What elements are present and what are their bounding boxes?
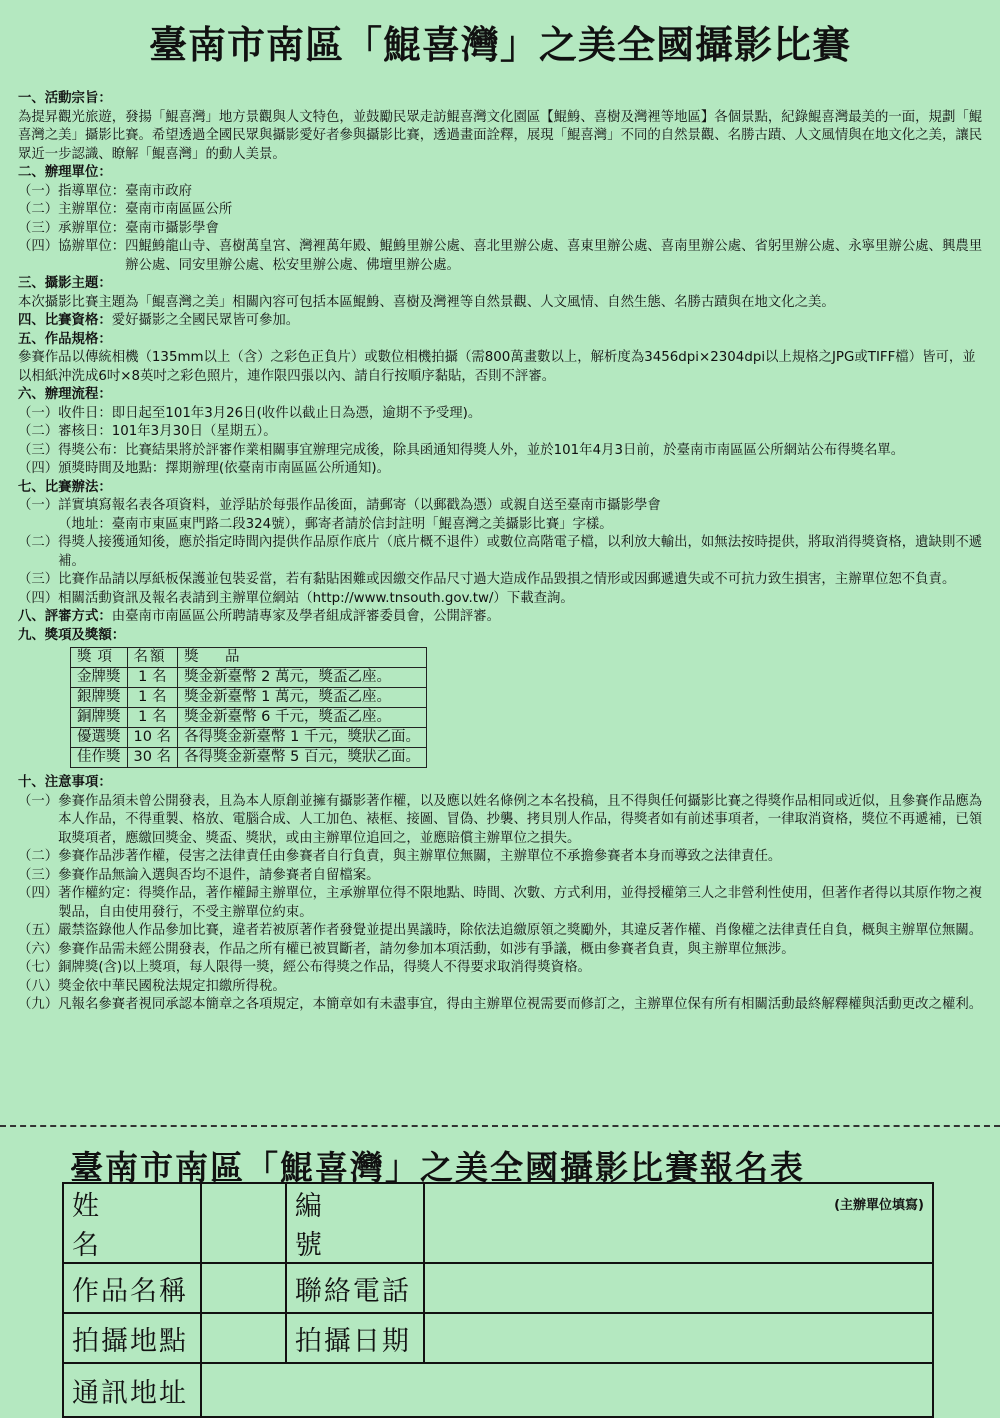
number-label: 編號 <box>286 1183 424 1263</box>
note-item: （八） 獎金依中華民國稅法規定扣繳所得稅。 <box>18 978 286 994</box>
number-field[interactable] <box>424 1183 933 1263</box>
form-row <box>63 1313 933 1363</box>
address-field[interactable] <box>201 1363 933 1417</box>
form-row <box>63 1183 933 1263</box>
section-body-theme: 本次攝影比賽主題為「鯤喜灣之美」相關內容可包括本區鯤鯓、喜樹及灣裡等自然景觀、人文風情、自然生態、名勝古蹟與在地文化之美。 <box>18 294 835 310</box>
process-item: （三） 得獎公布：比賽結果將於評審作業相關事宜辦理完成後，除具函通知得獎人外，並於101年4月3日前，於臺南市南區區公所網站公布得獎名單。 <box>18 442 905 458</box>
page-title: 臺南市南區「鯤喜灣」之美全國攝影比賽 <box>148 23 851 67</box>
location-field[interactable] <box>201 1313 286 1363</box>
cut-line <box>0 1125 1000 1127</box>
organizer-row: （三）承辦單位： 臺南市攝影學會 <box>18 220 219 236</box>
prize-row: 金牌獎 1 名 獎金新臺幣 2 萬元，獎盃乙座。 <box>71 668 427 688</box>
note-item: （一） 參賽作品須未曾公開發表，且為本人原創並擁有攝影著作權，以及應以姓名條例之本名投稿，且不得與任何攝影比賽之得獎作品相同或近似，且參賽作品應為本人作品，不得重製、格放、電腦合成、人工加色、裱框、接圖、冒偽、抄襲、拷貝別人作品，得獎者如有前述事項者，一律取消資格，獎位不再遞補，已領取獎項者，應繳回獎金、獎盃、獎狀，或由主辦單位追回之，並應賠償主辦單位之損失。 <box>18 793 983 846</box>
work-title-field[interactable] <box>201 1263 286 1313</box>
organizer-row: （一）指導單位： 臺南市政府 <box>18 183 193 199</box>
section-heading-notes: 十、注意事項： <box>18 775 112 790</box>
eligibility-row <box>18 312 988 331</box>
note-item: （七） 銅牌獎(含)以上獎項，每人限得一獎，經公布得獎之作品，得獎人不得要求取消得獎資格。 <box>18 960 591 975</box>
phone-label: 聯絡電話 <box>286 1263 424 1313</box>
phone-field[interactable] <box>424 1263 933 1313</box>
method-item: （四） 相關活動資訊及報名表請到主辦單位網站（http://www.tnsouth.gov.tw/）下載查詢。 <box>18 590 574 606</box>
section-heading-process: 六、辦理流程： <box>18 387 112 402</box>
note-item: （四） 著作權約定：得獎作品，著作權歸主辦單位，主承辦單位得不限地點、時間、次數、方式利用，並得授權第三人之非營利性使用，但著作者得以其原作物之複製品，自由使用發行，不受主辦單位約束。 <box>18 886 983 920</box>
section-heading-specs: 五、作品規格： <box>18 331 112 347</box>
form-row <box>63 1263 933 1313</box>
section-heading-theme: 三、攝影主題： <box>18 276 112 291</box>
method-item: （二） 得獎人接獲通知後，應於指定時間內提供作品原作底片（底片概不退件）或數位高階電子檔，以利放大輸出，如無法按時提供，將取消得獎資格，遺缺則不遞補。 <box>18 535 983 569</box>
form-row <box>63 1363 933 1417</box>
section-heading-purpose: 一、活動宗旨： <box>18 91 112 106</box>
prize-table-header <box>71 648 427 668</box>
location-label: 拍攝地點 <box>63 1313 201 1363</box>
process-item: （一） 收件日：即日起至101年3月26日(收件以截止日為憑，逾期不予受理)。 <box>18 405 482 421</box>
section-body-purpose: 為提昇觀光旅遊，發揚「鯤喜灣」地方景觀與人文特色，並鼓勵民眾走訪鯤喜灣文化園區【鯤鯓、喜樹及灣裡等地區】各個景點，紀錄鯤喜灣最美的一面，規劃「鯤喜灣之美」攝影比賽。希望透過全國民眾與攝影愛好者參與攝影比賽，透過畫面詮釋，展現「鯤喜灣」不同的自然景觀、名勝古蹟、人文風情與在地文化之美，讓民眾近一步認識、瞭解「鯤喜灣」的動人美景。 <box>18 109 983 162</box>
section-heading-method: 七、比賽辦法： <box>18 479 112 495</box>
note-item: （九） 凡報名參賽者視同承認本簡章之各項規定，本簡章如有未盡事宜，得由主辦單位視需要而修訂之，主辦單位保有所有相關活動最終解釋權與活動更改之權利。 <box>18 997 983 1012</box>
number-note: (主辦單位填寫) <box>834 1198 924 1213</box>
process-item: （二） 審核日：101年3月30日（星期五）。 <box>18 424 277 439</box>
section-heading-eligibility: 四、比賽資格： <box>18 313 112 328</box>
section-heading-prizes: 九、獎項及獎額： <box>18 627 126 643</box>
registration-form <box>62 1182 934 1418</box>
date-label: 拍攝日期 <box>286 1313 424 1363</box>
judging-row <box>18 608 988 627</box>
note-item: （六） 參賽作品需未經公開發表，作品之所有權已被買斷者，請勿參加本項活動，如涉有爭議，概由參賽者負責，與主辦單位無涉。 <box>18 941 795 957</box>
section-body-specs: 參賽作品以傳統相機（135mm以上（含）之彩色正負片）或數位相機拍攝（需800萬畫數以上，解析度為3456dpi×2304dpi以上規格之JPG或TIFF檔）皆可，並以相紙沖洗成6吋×8英吋之彩色照片，連作限四張以內、請自行按順序黏貼，否則不評審。 <box>18 350 976 384</box>
prize-row: 優選獎 10 名 各得獎金新臺幣 1 千元，獎狀乙面。 <box>71 728 427 748</box>
prize-header-quota: 名額 <box>127 648 178 668</box>
note-item: （三） 參賽作品無論入選與否均不退件，請參賽者自留檔案。 <box>18 867 380 883</box>
prize-header-prize: 獎 品 <box>178 648 427 668</box>
note-item: （二） 參賽作品涉著作權，侵害之法律責任由參賽者自行負責，與主辦單位無關，主辦單位不承擔參賽者本身而導致之法律責任。 <box>18 849 782 864</box>
form-title: 臺南市南區「鯤喜灣」之美全國攝影比賽報名表 <box>70 1148 805 1187</box>
work-title-label: 作品名稱 <box>63 1263 201 1313</box>
prize-table <box>70 647 427 768</box>
rules-content <box>18 90 988 1015</box>
prize-header-award: 獎項 <box>71 648 128 668</box>
address-label: 通訊地址 <box>63 1363 201 1417</box>
section-body-eligibility: 愛好攝影之全國民眾皆可參加。 <box>111 313 300 328</box>
note-item: （五） 嚴禁盜錄他人作品參加比賽，違者若被原著作者發覺並提出異議時，除依法追繳原領之獎勵外，其違反著作權、肖像權之法律責任自負，概與主辦單位無關。 <box>18 923 983 938</box>
section-heading-organizers: 二、辦理單位： <box>18 165 112 180</box>
prize-row: 銀牌獎 1 名 獎金新臺幣 1 萬元，獎盃乙座。 <box>71 688 427 708</box>
method-item: （一） 詳實填寫報名表各項資料，並浮貼於每張作品後面，請郵寄（以郵戳為憑）或親自送至臺南市攝影學會 （地址：臺南市東區東門路二段324號），郵寄者請於信封註明「鯤喜灣之美攝影比賽」字樣。 <box>18 498 661 532</box>
date-field[interactable] <box>424 1313 933 1363</box>
section-body-judging: 由臺南市南區區公所聘請專家及學者組成評審委員會，公開評審。 <box>111 609 501 624</box>
name-label: 姓名 <box>63 1183 201 1263</box>
process-item: （四） 頒獎時間及地點：擇期辦理(依臺南市南區區公所通知)。 <box>18 461 390 476</box>
name-field[interactable] <box>201 1183 286 1263</box>
organizer-row: （四）協辦單位： 四鯤鯓龍山寺、喜樹萬皇宮、灣裡萬年殿、鯤鯓里辦公處、喜北里辦公處、喜東里辦公處、喜南里辦公處、省躬里辦公處、永寧里辦公處、興農里辦公處、同安里辦公處、松安里辦公處、佛壇里辦公處。 <box>18 239 983 273</box>
prize-row: 佳作獎 30 名 各得獎金新臺幣 5 百元，獎狀乙面。 <box>71 748 427 768</box>
organizer-row: （二）主辦單位： 臺南市南區區公所 <box>18 202 233 217</box>
section-heading-judging: 八、評審方式： <box>18 609 112 624</box>
prize-row: 銅牌獎 1 名 獎金新臺幣 6 千元，獎盃乙座。 <box>71 708 427 728</box>
method-item: （三） 比賽作品請以厚紙板保護並包裝妥當，若有黏貼困難或因繳交作品尺寸過大造成作品毀損之情形或因郵遞遺失或不可抗力致生損害，主辦單位恕不負責。 <box>18 572 956 587</box>
